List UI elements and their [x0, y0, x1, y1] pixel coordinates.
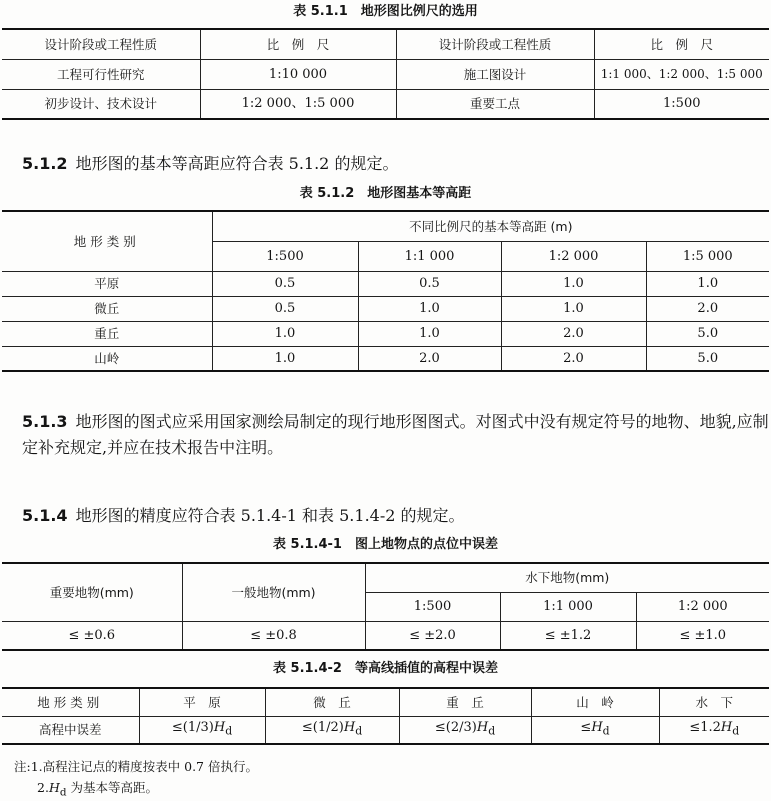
table-5-1-2-caption: 表 5.1.2 地形图基本等高距 [299, 186, 472, 201]
table-row [2, 321, 769, 346]
clause-number: 5.1.2 [22, 154, 68, 173]
table-cell: 1.0 [501, 296, 646, 321]
table-cell: ≤ ±1.0 [636, 621, 769, 650]
symbol-h: H [720, 720, 733, 736]
table-cell: 2.0 [501, 321, 646, 346]
symbol-sub: d [602, 725, 610, 739]
symbol-sub: d [355, 725, 363, 739]
header-cell: 微 丘 [265, 688, 399, 716]
header-cell: 水 下 [659, 688, 769, 716]
symbol-h: H [213, 720, 226, 736]
clause-5-1-3 [22, 409, 770, 461]
header-cell: 不同比例尺的基本等高距 (m) [212, 211, 769, 241]
table-cell: 山岭 [2, 346, 212, 371]
table-cell: 1.0 [212, 346, 358, 371]
symbol-h: H [343, 720, 356, 736]
clause-number: 5.1.4 [22, 506, 68, 525]
table-row [2, 621, 769, 650]
header-cell: 设计阶段或工程性质 [396, 29, 594, 59]
clause-5-1-2 [22, 151, 767, 177]
table-cell: 1.0 [358, 321, 501, 346]
header-cell: 比 例 尺 [594, 29, 769, 59]
table-cell: 重要工点 [396, 89, 594, 119]
note-1: 注:1.高程注记点的精度按表中 0.7 倍执行。 [14, 759, 258, 774]
symbol-sub: d [488, 725, 496, 739]
table-cell: 微丘 [2, 296, 212, 321]
clause-text: 地形图的图式应采用国家测绘局制定的现行地形图图式。对图式中没有规定符号的地物、地貌,应制定补充规定,并应在技术报告中注明。 [22, 412, 769, 457]
header-cell: 1:500 [365, 592, 500, 621]
header-cell: 平 原 [139, 688, 265, 716]
table-cell: 1.0 [646, 271, 769, 296]
symbol-h: H [48, 780, 60, 795]
header-cell: 1:500 [212, 241, 358, 271]
table-cell: 1.0 [358, 296, 501, 321]
table-cell: 重丘 [2, 321, 212, 346]
table-header-row [2, 563, 769, 592]
table-cell: 5.0 [646, 346, 769, 371]
table-cell [399, 716, 531, 744]
value-prefix: ≤ [580, 720, 592, 736]
header-cell: 1:5 000 [646, 241, 769, 271]
table-cell [265, 716, 399, 744]
header-cell: 设计阶段或工程性质 [2, 29, 200, 59]
table-cell: 2.0 [646, 296, 769, 321]
value-prefix: ≤(1/3) [171, 720, 214, 736]
header-cell: 地形类别 [2, 688, 139, 716]
clause-5-1-4 [22, 503, 767, 529]
header-cell: 重 丘 [399, 688, 531, 716]
table-5-1-4-2 [2, 687, 769, 745]
clause-number: 5.1.3 [22, 412, 68, 431]
table-row [2, 296, 769, 321]
table-row [2, 59, 769, 89]
table-header-row [2, 688, 769, 716]
table-cell: 0.5 [212, 271, 358, 296]
header-cell: 1:2 000 [501, 241, 646, 271]
table-cell: 1.0 [212, 321, 358, 346]
table-header-row [2, 211, 769, 241]
header-cell: 一般地物(mm) [182, 563, 365, 621]
table-cell: ≤ ±2.0 [365, 621, 500, 650]
table-cell: 1:2 000、1:5 000 [200, 89, 396, 119]
table-5-1-1-caption: 表 5.1.1 地形图比例尺的选用 [293, 4, 478, 19]
symbol-sub: d [732, 725, 740, 739]
symbol-h: H [591, 720, 603, 736]
table-cell: ≤ ±0.8 [182, 621, 365, 650]
header-cell: 1:2 000 [636, 592, 769, 621]
table-5-1-2 [2, 210, 769, 372]
table-cell: 施工图设计 [396, 59, 594, 89]
header-cell: 1:1 000 [358, 241, 501, 271]
note-2 [37, 780, 158, 801]
table-cell: 2.0 [501, 346, 646, 371]
header-cell: 比 例 尺 [200, 29, 396, 59]
table-header-row [2, 29, 769, 59]
table-cell: 5.0 [646, 321, 769, 346]
table-cell: 0.5 [212, 296, 358, 321]
table-cell: 1.0 [501, 271, 646, 296]
table-5-1-4-1-caption: 表 5.1.4-1 图上地物点的点位中误差 [273, 537, 498, 552]
table-5-1-4-2-caption: 表 5.1.4-2 等高线插值的高程中误差 [273, 661, 498, 676]
note-2-prefix: 2. [37, 780, 49, 795]
table-cell: ≤ ±1.2 [500, 621, 636, 650]
clause-text: 地形图的基本等高距应符合表 5.1.2 的规定。 [75, 154, 399, 173]
table-cell [659, 716, 769, 744]
symbol-sub: d [59, 786, 67, 799]
symbol-sub: d [225, 725, 233, 739]
table-5-1-4-1 [2, 562, 769, 651]
table-5-1-1 [2, 28, 769, 120]
table-cell: ≤ ±0.6 [2, 621, 182, 650]
table-row [2, 716, 769, 744]
table-row [2, 346, 769, 371]
table-row [2, 89, 769, 119]
value-prefix: ≤(2/3) [434, 720, 477, 736]
header-cell: 水下地物(mm) [365, 563, 769, 592]
table-cell: 初步设计、技术设计 [2, 89, 200, 119]
table-cell [139, 716, 265, 744]
table-cell [531, 716, 659, 744]
table-cell: 1:500 [594, 89, 769, 119]
clause-text: 地形图的精度应符合表 5.1.4-1 和表 5.1.4-2 的规定。 [75, 506, 465, 525]
value-prefix: ≤1.2 [689, 720, 721, 736]
table-cell: 1:1 000、1:2 000、1:5 000 [594, 59, 769, 89]
note-2-suffix: 为基本等高距。 [66, 780, 158, 795]
header-cell: 地形类别 [2, 211, 212, 271]
value-prefix: ≤(1/2) [301, 720, 344, 736]
table-cell: 高程中误差 [2, 716, 139, 744]
symbol-h: H [476, 720, 489, 736]
header-cell: 重要地物(mm) [2, 563, 182, 621]
table-row [2, 271, 769, 296]
header-cell: 山 岭 [531, 688, 659, 716]
table-cell: 2.0 [358, 346, 501, 371]
table-cell: 平原 [2, 271, 212, 296]
header-cell: 1:1 000 [500, 592, 636, 621]
table-cell: 工程可行性研究 [2, 59, 200, 89]
table-cell: 1:10 000 [200, 59, 396, 89]
table-cell: 0.5 [358, 271, 501, 296]
